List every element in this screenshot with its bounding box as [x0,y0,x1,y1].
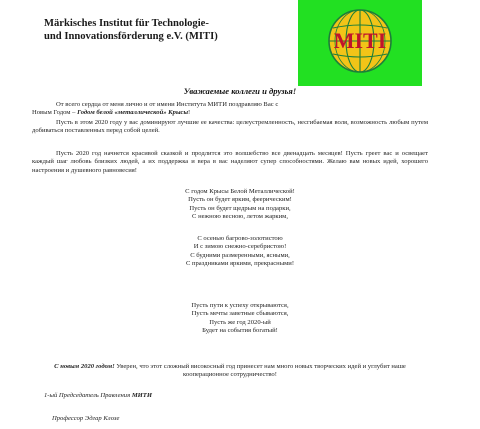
poem-line: И с зимою снежно-серебристою! [193,243,287,251]
poem-line: Пусть он будет щедрым на подарки, [189,204,291,212]
paragraph-2-text: Пусть в этом 2020 году у вас доминируют лучшие ее качества: целеустремленность, несгибаемая воля, возможность любым путем добиваться поставленных перед собой целей. [32,119,428,135]
closing-paragraph [40,363,420,380]
institute-name-line-1: Märkisches Institut für Technologie- [44,18,209,29]
poem-line: Пусть же год 2020-ый [209,318,271,326]
paragraph-1 [32,101,428,118]
paragraph-3-text: Пусть 2020 год начнется красивой сказкой и продлится это волшебство все двенадцать месяцев! Пусть греет вас и освещает каждый шаг любовь близких людей, а их поддержка и вера в вас наделяют супер способностями. Желаю вам новых идей, хорошего настроения и душевного равновесия! [32,150,428,174]
paragraph-1-line-2: Новым Годом – [32,109,78,117]
poem-line: С будними размеренными, ясными, [190,251,290,259]
poem-line: С годом Крысы Белой Металлической! [185,188,295,195]
logo-text: MITI [333,28,387,53]
poem-line: С праздниками яркими, прекрасными! [185,260,295,268]
signer-name: Профессор Эдгар Клозе [52,415,120,422]
poem-line: С нежною весною, летом жарким, [192,213,288,221]
signer-title [44,392,152,400]
year-of-rat-emphasis: Годом белой «металлической» Крысы [77,109,189,117]
paragraph-1-suffix: ! [188,109,191,117]
paragraph-1-line-1: От всего сердца от меня лично и от имени Института МИТИ поздравляю Вас с [56,101,279,108]
new-year-emphasis: С новым 2020 годом! [54,363,115,370]
closing-text: Уверен, что этот сложный високосный год принесет нам много новых творческих идей и углубит наше кооперационное сотрудничество! [114,363,406,379]
poem-line: Пусть пути к успеху открываются, [191,302,289,309]
institute-name [44,17,304,43]
greeting: Уважаемые коллеги и друзья! [183,86,297,96]
signer-title-text: 1-ый Председатель Правления [44,392,132,399]
miti-logo [298,0,422,86]
poem-line: Пусть мечты заветные сбываются, [191,310,289,318]
poem-stanza-2 [0,235,480,269]
signer-org: МИТИ [131,392,152,399]
institute-name-line-2: und Innovationsförderung e.V. (MITI) [44,31,218,42]
poem-line: С осенью багрово-золотистою [197,235,283,242]
poem-stanza-3 [0,302,480,336]
paragraph-2 [32,119,428,136]
poem-stanza-1 [0,188,480,222]
poem-line: Будет на события богатый! [202,327,278,335]
paragraph-3 [32,150,428,175]
poem-line: Пусть он будет ярким, феерическим! [188,196,292,204]
